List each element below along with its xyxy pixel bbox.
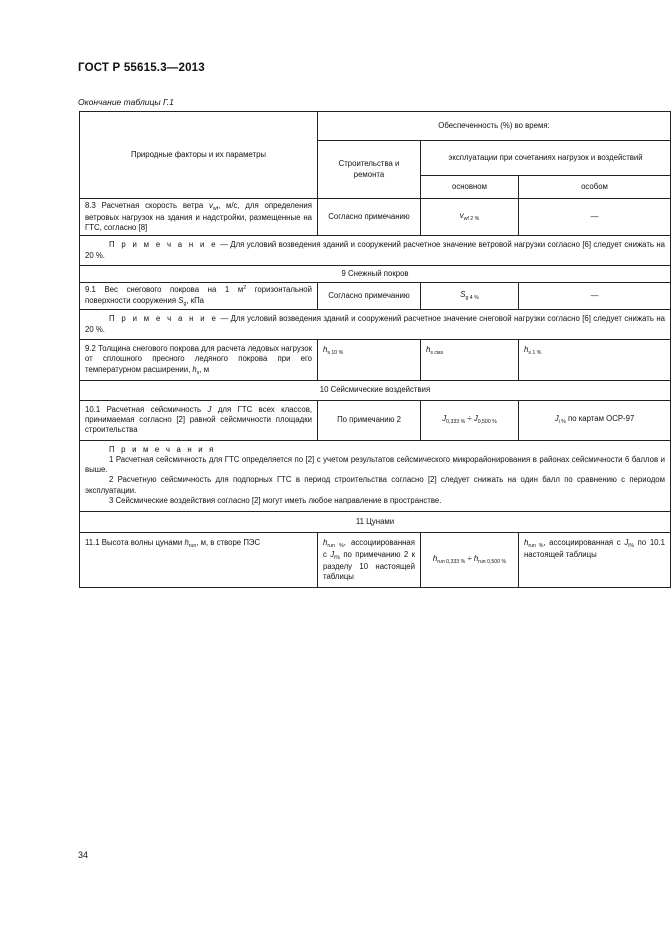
header-operation: эксплуатации при сочетаниях нагрузок и воздействий (421, 141, 671, 176)
page-number: 34 (78, 850, 89, 860)
table-header-row (80, 112, 671, 141)
row-10-1-construction: По примечанию 2 (318, 400, 421, 440)
section-row (80, 381, 671, 400)
table-row (80, 339, 671, 380)
row-11-1-basic: $h_{run 0,333 \%} \div h_{run 0,500 \%}$ (421, 533, 519, 587)
header-factors: Природные факторы и их параметры (80, 112, 318, 199)
notes-label: П р и м е ч а н и я (109, 444, 216, 454)
table-row (80, 283, 671, 310)
row-11-1-construction: $h_{run \%}$, ассоциированная с $J_{i\%}$ по примечанию 2 к разделу 10 настоящей таблицы (318, 533, 421, 587)
row-10-1-basic: $J_{0,333 \%} \div J_{0,500 \%}$ (421, 400, 519, 440)
row-9-1-construction: Согласно примечанию (318, 283, 421, 310)
row-9-2-construction: $h_{s 10 \%}$ (318, 339, 421, 380)
header-basic: основном (421, 176, 519, 199)
table-row (80, 533, 671, 587)
row-8-3-label: 8.3 Расчетная скорость ветра $v_{wf}$, м/с, для определения ветровых нагрузок на здания и надстройки, размещенные на ГТС, согласно [8] (80, 199, 318, 236)
section-9-title: 9 Снежный покров (80, 265, 671, 282)
section-11-title: 11 Цунами (80, 512, 671, 533)
note-1: 1 Расчетная сейсмичность для ГТС определяется по [2] с учетом результатов сейсмического микрорайонирования в районах сейсмичности 6 баллов и выше. (85, 454, 665, 475)
row-9-1-note: П р и м е ч а н и е — Для условий возведения зданий и сооружений расчетное значение снеговой нагрузки согласно [6] следует снижать на 20 %. (80, 310, 671, 340)
norms-table (79, 111, 671, 588)
row-11-1-label: 11.1 Высота волны цунами $h_{run}$, м, в створе ПЭС (80, 533, 318, 587)
row-8-3-basic: $v_{wf 2 \%}$ (421, 199, 519, 236)
section-row (80, 512, 671, 533)
section-row (80, 265, 671, 282)
note-row (80, 310, 671, 340)
table-caption: Окончание таблицы Г.1 (78, 97, 174, 107)
header-provision: Обеспеченность (%) во время: (318, 112, 671, 141)
row-9-1-basic: $S_{g 4 \%}$ (421, 283, 519, 310)
header-construction: Строительства и ремонта (318, 141, 421, 199)
row-8-3-construction: Согласно примечанию (318, 199, 421, 236)
table-row (80, 400, 671, 440)
section-10-title: 10 Сейсмические воздействия (80, 381, 671, 400)
row-8-3-special: — (519, 199, 671, 236)
row-9-1-label: 9.1 Вес снегового покрова на 1 $м^2$ горизонтальной поверхности сооружения $S_g$, кПа (80, 283, 318, 310)
row-9-1-special: — (519, 283, 671, 310)
note-2: 2 Расчетную сейсмичность для подпорных ГТС в период строительства согласно [2] следует снижать на один балл по сравнению с периодом эксплуатации. (85, 475, 665, 495)
row-9-2-special: $h_{s 1 \%}$ (519, 339, 671, 380)
table-row (80, 199, 671, 236)
row-9-2-basic: $h_{s смз}$ (421, 339, 519, 380)
row-8-3-note: П р и м е ч а н и е — Для условий возведения зданий и сооружений расчетное значение ветровой нагрузки согласно [6] следует снижать на 20 %. (80, 236, 671, 266)
note-row (80, 440, 671, 512)
note-3: 3 Сейсмические воздействия согласно [2] могут иметь любое направление в пространстве. (109, 495, 442, 505)
row-9-2-label: 9.2 Толщина снегового покрова для расчета ледовых нагрузок от сплошного пресного ледяного покрова при его температурном расширении, $h_s$, м (80, 339, 318, 380)
header-special: особом (519, 176, 671, 199)
document-title: ГОСТ Р 55615.3—2013 (78, 62, 205, 74)
row-10-1-notes (80, 440, 671, 512)
row-10-1-label: 10.1 Расчетная сейсмичность J для ГТС всех классов, принимаемая согласно [2] равной сейсмичности площадки строительства (80, 400, 318, 440)
note-row (80, 236, 671, 266)
row-10-1-special: $J_{i \%}$ по картам ОСР-97 (519, 400, 671, 440)
row-11-1-special: $h_{run \%}$, ассоциированная с $J_{i\%}$ по 10.1 настоящей таблицы (519, 533, 671, 587)
